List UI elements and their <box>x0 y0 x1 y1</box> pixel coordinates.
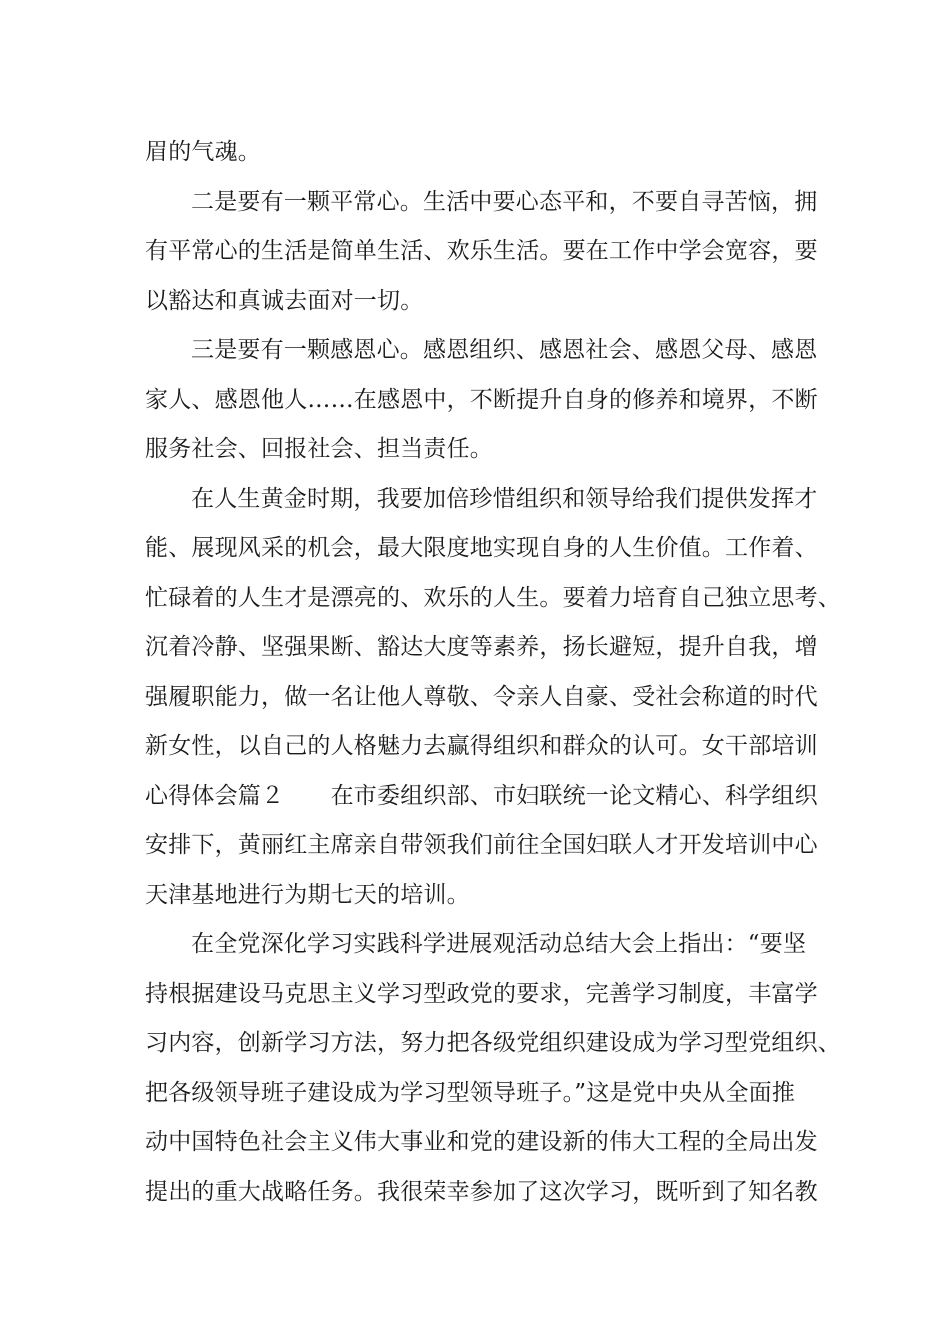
text-line: 以豁达和真诚去面对一切。 <box>145 287 424 314</box>
text-line: 有平常心的生活是简单生活、欢乐生活。要在工作中学会宽容，要 <box>145 238 818 264</box>
text-line: 安排下，黄丽红主席亲自带领我们前往全国妇联人才开发培训中心 <box>145 832 818 858</box>
text-line: 动中国特色社会主义伟大事业和党的建设新的伟大工程的全局出发 <box>145 1129 818 1155</box>
text-line: 三是要有一颗感恩心。感恩组织、感恩社会、感恩父母、感恩 <box>191 337 818 363</box>
text-line: 眉的气魂。 <box>145 139 261 165</box>
text-line: 心得体会篇２ 在市委组织部、市妇联统一论文精心、科学组织 <box>145 782 818 809</box>
text-line: 家人、感恩他人……在感恩中，不断提升自身的修养和境界，不断 <box>145 386 818 413</box>
text-line: 在全党深化学习实践科学进展观活动总结大会上指出：“要坚 <box>191 931 807 957</box>
text-line: 习内容，创新学习方法，努力把各级党组织建设成为学习型党组织、 <box>145 1030 841 1056</box>
text-line: 提出的重大战略任务。我很荣幸参加了这次学习，既听到了知名教 <box>145 1178 818 1205</box>
text-line: 沉着冷静、坚强果断、豁达大度等素养，扬长避短，提升自我，增 <box>145 634 818 660</box>
text-line: 服务社会、回报社会、担当责任。 <box>145 436 493 462</box>
text-line: 新女性，以自己的人格魅力去赢得组织和群众的认可。女干部培训 <box>145 733 818 759</box>
body-text <box>145 128 841 1217</box>
text-line: 把各级领导班子建设成为学习型领导班子。”这是党中央从全面推 <box>145 1079 796 1106</box>
text-line: 强履职能力，做一名让他人尊敬、令亲人自豪、受社会称道的时代 <box>145 683 818 710</box>
text-line: 天津基地进行为期七天的培训。 <box>145 881 470 908</box>
text-line: 在人生黄金时期，我要加倍珍惜组织和领导给我们提供发挥才 <box>191 485 818 512</box>
text-line: 忙碌着的人生才是漂亮的、欢乐的人生。要着力培育自己独立思考、 <box>145 584 841 611</box>
text-line: 二是要有一颗平常心。生活中要心态平和，不要自寻苦恼，拥 <box>191 188 818 215</box>
text-line: 持根据建设马克思主义学习型政党的要求，完善学习制度，丰富学 <box>145 980 818 1007</box>
text-line: 能、展现风采的机会，最大限度地实现自身的人生价值。工作着、 <box>145 535 818 561</box>
